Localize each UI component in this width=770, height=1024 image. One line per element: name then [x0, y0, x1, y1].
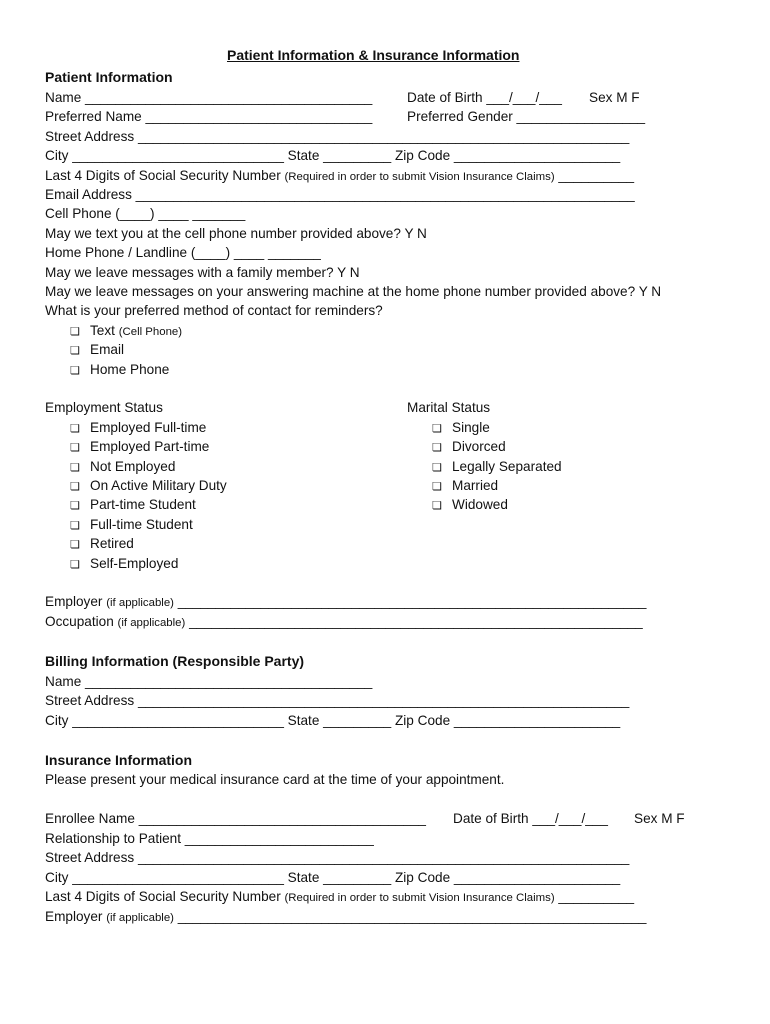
patient-info-heading: Patient Information [45, 69, 173, 85]
checkbox-icon[interactable]: ❏ [432, 500, 442, 512]
insurance-employer-field[interactable]: Employer (if applicable) ______________________________________________________________ [45, 909, 647, 924]
cell-phone-field[interactable]: Cell Phone (____) ____ _______ [45, 206, 246, 221]
billing-name-field[interactable]: Name ______________________________________ [45, 674, 373, 689]
billing-street-field[interactable]: Street Address _________________________________________________________________ [45, 693, 630, 708]
home-phone-field[interactable]: Home Phone / Landline (____) ____ _______ [45, 245, 321, 260]
checkbox-icon[interactable]: ❏ [70, 326, 80, 338]
checkbox-icon[interactable]: ❏ [70, 520, 80, 532]
insurance-card-note: Please present your medical insurance card at the time of your appointment. [45, 772, 505, 787]
checkbox-icon[interactable]: ❏ [70, 559, 80, 571]
employment-option[interactable]: ❏ Part-time Student [70, 497, 196, 512]
marital-option[interactable]: ❏ Divorced [432, 439, 506, 454]
employment-option[interactable]: ❏ Not Employed [70, 459, 176, 474]
patient-city-state-zip-field[interactable]: City ____________________________ State _________ Zip Code ______________________ [45, 148, 621, 163]
marital-option[interactable]: ❏ Widowed [432, 497, 508, 512]
checkbox-icon[interactable]: ❏ [432, 423, 442, 435]
employment-option[interactable]: ❏ On Active Military Duty [70, 478, 227, 493]
page-title: Patient Information & Insurance Information [227, 47, 520, 63]
checkbox-icon[interactable]: ❏ [70, 500, 80, 512]
marital-status-heading: Marital Status [407, 400, 491, 415]
checkbox-icon[interactable]: ❏ [432, 481, 442, 493]
employment-option[interactable]: ❏ Full-time Student [70, 517, 193, 532]
employment-option[interactable]: ❏ Employed Full-time [70, 420, 207, 435]
patient-street-field[interactable]: Street Address _________________________________________________________________ [45, 129, 630, 144]
contact-method-question: What is your preferred method of contact for reminders? [45, 303, 383, 318]
patient-name-field[interactable]: Name ______________________________________ [45, 90, 373, 105]
insurance-info-heading: Insurance Information [45, 752, 193, 768]
checkbox-icon[interactable]: ❏ [70, 365, 80, 377]
enrollee-dob-field[interactable]: Date of Birth ___/___/___ [453, 811, 608, 826]
preferred-gender-field[interactable]: Preferred Gender _________________ [407, 109, 646, 124]
checkbox-icon[interactable]: ❏ [70, 539, 80, 551]
patient-dob-field[interactable]: Date of Birth ___/___/___ [407, 90, 562, 105]
insurance-ssn-field[interactable]: Last 4 Digits of Social Security Number (Required in order to submit Vision Insurance Claims) __________ [45, 889, 635, 904]
marital-option[interactable]: ❏ Single [432, 420, 490, 435]
checkbox-icon[interactable]: ❏ [70, 462, 80, 474]
employment-option[interactable]: ❏ Retired [70, 536, 134, 551]
family-message-question[interactable]: May we leave messages with a family member? Y N [45, 265, 360, 280]
insurance-street-field[interactable]: Street Address _________________________________________________________________ [45, 850, 630, 865]
marital-option[interactable]: ❏ Married [432, 478, 499, 493]
employment-option[interactable]: ❏ Self-Employed [70, 556, 179, 571]
checkbox-icon[interactable]: ❏ [432, 462, 442, 474]
method-option-text[interactable]: ❏ Text (Cell Phone) [70, 323, 183, 338]
checkbox-icon[interactable]: ❏ [70, 423, 80, 435]
employer-field[interactable]: Employer (if applicable) ______________________________________________________________ [45, 594, 647, 609]
patient-sex-field[interactable]: Sex M F [589, 90, 640, 105]
patient-ssn-field[interactable] [45, 168, 634, 185]
enrollee-name-field[interactable]: Enrollee Name ______________________________________ [45, 811, 426, 826]
insurance-city-state-zip-field[interactable]: City ____________________________ State _________ Zip Code ______________________ [45, 870, 621, 885]
method-option-email[interactable]: ❏ Email [70, 342, 124, 357]
employment-option[interactable]: ❏ Employed Part-time [70, 439, 210, 454]
checkbox-icon[interactable]: ❏ [432, 442, 442, 454]
enrollee-sex-field[interactable]: Sex M F [634, 811, 685, 826]
relationship-field[interactable]: Relationship to Patient _________________________ [45, 831, 374, 846]
text-permission-question[interactable]: May we text you at the cell phone number provided above? Y N [45, 226, 427, 241]
ssn-label: Last 4 Digits of Social Security Number [45, 168, 285, 183]
billing-info-heading: Billing Information (Responsible Party) [45, 653, 305, 669]
ssn-note: (Required in order to submit Vision Insurance Claims) [284, 171, 555, 183]
checkbox-icon[interactable]: ❏ [70, 481, 80, 493]
checkbox-icon[interactable]: ❏ [70, 345, 80, 357]
checkbox-icon[interactable]: ❏ [70, 442, 80, 454]
billing-city-state-zip-field[interactable]: City ____________________________ State _________ Zip Code ______________________ [45, 713, 621, 728]
method-option-home-phone[interactable]: ❏ Home Phone [70, 362, 170, 377]
employment-status-heading: Employment Status [45, 400, 163, 415]
answering-machine-question[interactable]: May we leave messages on your answering machine at the home phone number provided above? Y N [45, 284, 662, 299]
ssn-blank[interactable]: __________ [554, 168, 635, 183]
occupation-field[interactable]: Occupation (if applicable) ____________________________________________________________ [45, 614, 643, 629]
marital-option[interactable]: ❏ Legally Separated [432, 459, 562, 474]
patient-email-field[interactable]: Email Address __________________________________________________________________ [45, 187, 635, 202]
preferred-name-field[interactable]: Preferred Name ______________________________ [45, 109, 373, 124]
